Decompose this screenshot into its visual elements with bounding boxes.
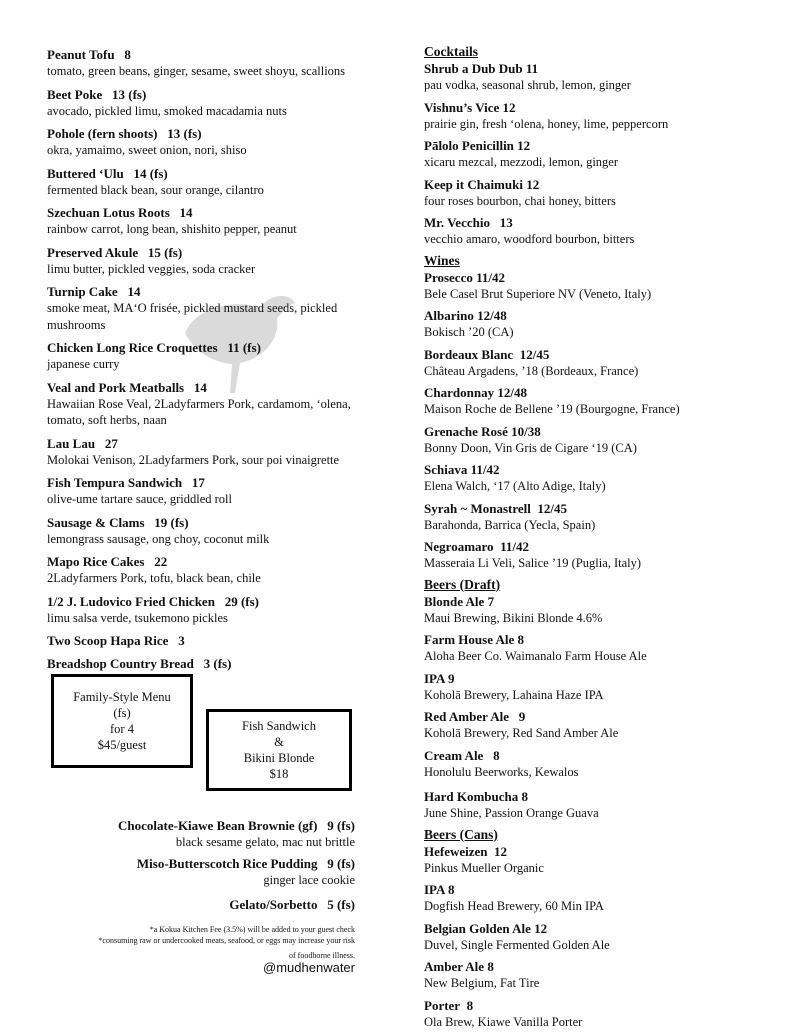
item-desc: four roses bourbon, chai honey, bitters — [424, 193, 616, 208]
box-line: for 4 — [110, 722, 134, 736]
item-price: 12/45 — [537, 500, 568, 516]
item-desc: japanese curry — [47, 357, 120, 371]
item-price: 9 (fs) — [327, 818, 355, 833]
item-desc: June Shine, Passion Orange Guava — [424, 806, 599, 820]
item-price: 11/42 — [500, 539, 529, 554]
food-menu — [47, 46, 377, 678]
menu-item — [47, 244, 377, 278]
menu-item — [47, 86, 377, 120]
box-line: Fish Sandwich — [242, 719, 316, 733]
item-name: Two Scoop Hapa Rice — [47, 633, 169, 648]
item-price: 12/45 — [519, 346, 550, 362]
item-desc: prairie gin, fresh ʻolena, honey, lime, peppercorn — [424, 116, 669, 131]
item-desc: xicaru mezcal, mezzodi, lemon, ginger — [424, 155, 619, 169]
item-desc: Elena Walch, ‘17 (Alto Adige, Italy) — [424, 479, 606, 493]
menu-item — [47, 283, 377, 333]
drink-item — [424, 708, 784, 742]
item-desc: limu salsa verde, tsukemono pickles — [47, 610, 228, 625]
menu-item — [47, 593, 377, 627]
menu-item — [47, 553, 377, 587]
item-price: 29 (fs) — [224, 593, 259, 609]
item-name: Veal and Pork Meatballs — [47, 379, 185, 395]
drink-item — [424, 307, 784, 341]
item-name: Blonde Ale — [424, 593, 485, 609]
item-desc: black sesame gelato, mac nut brittle — [175, 835, 355, 849]
drink-item — [424, 176, 784, 210]
item-name: Albarino — [424, 308, 474, 323]
item-desc: olive-ume tartare sauce, griddled roll — [47, 492, 232, 506]
drink-item — [424, 384, 784, 418]
item-desc: ginger lace cookie — [263, 872, 355, 887]
item-price: 14 (fs) — [133, 165, 168, 181]
item-price: 19 (fs) — [154, 514, 189, 530]
box-line: $18 — [269, 767, 289, 781]
item-name: Negroamaro — [424, 539, 494, 554]
item-desc: okra, yamaimo, sweet onion, nori, shiso — [47, 143, 247, 157]
item-name: Farm House Ale — [424, 632, 515, 647]
item-desc: lemongrass sausage, ong choy, coconut milk — [47, 531, 270, 546]
item-desc: Koholā Brewery, Red Sand Amber Ale — [424, 726, 619, 740]
item-price: 8 — [493, 747, 500, 763]
item-name: Keep it Chaimuki — [424, 176, 523, 192]
item-name: Schiava — [424, 462, 468, 477]
item-price: 12 — [526, 176, 540, 192]
item-desc: avocado, pickled limu, smoked macadamia nuts — [47, 103, 287, 118]
box-line: Family-Style Menu — [73, 690, 171, 704]
item-price: 8 — [124, 47, 131, 62]
item-desc: 2Ladyfarmers Pork, tofu, black bean, chile — [47, 571, 261, 585]
item-price: 14 — [179, 205, 193, 220]
item-name: Mapo Rice Cakes — [47, 554, 145, 569]
footnote-raw-cont: of foodborne illness. — [289, 951, 355, 960]
item-price: 15 (fs) — [147, 244, 183, 260]
item-name: 1/2 J. Ludovico Fried Chicken — [47, 593, 215, 609]
item-desc: Bokisch ’20 (CA) — [424, 325, 514, 339]
menu-item — [47, 514, 377, 548]
drink-item — [424, 137, 784, 171]
item-price: 12 — [494, 843, 508, 859]
section-title-beers-draft: Beers (Draft) — [424, 576, 501, 592]
item-desc: Maui Brewing, Bikini Blonde 4.6% — [424, 610, 603, 625]
item-price: 22 — [154, 554, 168, 569]
item-price: 11/42 — [476, 269, 506, 285]
item-name: Fish Tempura Sandwich — [47, 475, 183, 490]
dessert-item — [35, 896, 355, 913]
family-style-box — [51, 674, 193, 768]
item-name: Beet Poke — [47, 86, 103, 102]
item-price: 8 — [447, 882, 455, 897]
menu-item — [47, 46, 377, 80]
drink-item — [424, 881, 784, 915]
footnote-raw: *consuming raw or undercooked meats, seafood, or eggs may increase your risk — [98, 936, 355, 945]
item-desc: Koholā Brewery, Lahaina Haze IPA — [424, 687, 604, 702]
item-name: Gelato/Sorbetto — [229, 897, 318, 912]
item-desc: rainbow carrot, long bean, shishito pepper, peanut — [47, 222, 297, 236]
item-name: Turnip Cake — [47, 284, 118, 299]
item-desc: Bele Casel Brut Superiore NV (Veneto, Italy) — [424, 286, 652, 301]
dessert-menu — [35, 817, 355, 917]
item-name: Hefeweizen — [424, 843, 488, 859]
item-desc: Ola Brew, Kiawe Vanilla Porter — [424, 1014, 583, 1029]
item-desc: Aloha Beer Co. Waimanalo Farm House Ale — [424, 649, 647, 663]
drink-item — [424, 538, 784, 572]
item-name: Sausage & Clams — [47, 514, 145, 530]
item-name: Miso-Butterscotch Rice Pudding — [136, 855, 318, 871]
section-title-beers-cans: Beers (Cans) — [424, 826, 498, 842]
fish-sandwich-box — [206, 709, 352, 791]
item-desc: pau vodka, seasonal shrub, lemon, ginger — [424, 78, 631, 92]
item-name: Hard Kombucha — [424, 789, 519, 804]
section-title-cocktails: Cocktails — [424, 44, 478, 59]
item-price: 3 — [178, 633, 185, 648]
drink-item — [424, 920, 784, 954]
item-price: 9 (fs) — [327, 855, 355, 871]
item-desc: Pinkus Mueller Organic — [424, 860, 544, 875]
item-name: Buttered ʻUlu — [47, 165, 124, 181]
item-name: Porter — [424, 997, 461, 1013]
item-price: 11 (fs) — [227, 340, 261, 355]
drink-item — [424, 423, 784, 457]
item-name: Pālolo Penicillin — [424, 138, 514, 153]
item-price: 17 — [191, 475, 205, 490]
drink-item — [424, 843, 784, 877]
item-desc: Duvel, Single Fermented Golden Ale — [424, 937, 610, 952]
box-line: & — [274, 735, 284, 749]
item-desc: Masseraia Li Veli, Salice ’19 (Puglia, Italy) — [424, 556, 642, 570]
footnote-fee: *a Kokua Kitchen Fee (3.5%) will be added to your guest check — [149, 925, 355, 934]
menu-item — [47, 435, 377, 469]
menu-item — [47, 655, 377, 672]
drink-item — [424, 461, 784, 495]
item-price: 8 — [487, 959, 494, 974]
item-name: Preserved Akule — [47, 244, 139, 260]
item-desc: fermented black bean, sour orange, cilantro — [47, 182, 264, 197]
item-name: Chicken Long Rice Croquettes — [47, 340, 218, 355]
drink-item — [424, 997, 784, 1031]
item-price: 8 — [466, 997, 474, 1013]
item-price: 8 — [521, 789, 529, 804]
drink-item — [424, 500, 784, 534]
item-price: 13 (fs) — [167, 126, 202, 141]
item-desc: Bonny Doon, Vin Gris de Cigare ‘19 (CA) — [424, 440, 637, 455]
item-name: Lau Lau — [47, 435, 96, 451]
menu-item — [47, 474, 377, 508]
item-price: 9 — [518, 709, 526, 724]
item-price: 8 — [517, 632, 525, 647]
drink-item — [424, 593, 784, 627]
item-price: 9 — [447, 670, 455, 686]
menu-item — [47, 165, 377, 199]
item-name: Mr. Vecchio — [424, 215, 490, 230]
item-price: 12 — [517, 138, 531, 153]
box-line: (fs) — [113, 706, 131, 720]
item-price: 12 — [502, 99, 516, 115]
drink-item — [424, 747, 784, 781]
item-price: 14 — [193, 379, 207, 395]
menu-item — [47, 632, 377, 649]
item-desc: Honolulu Beerworks, Kewalos — [424, 764, 579, 779]
item-name: Vishnu’s Vice — [424, 99, 500, 115]
item-price: 13 — [499, 215, 513, 230]
item-price: 3 (fs) — [203, 656, 232, 671]
item-name: Pohole (fern shoots) — [47, 126, 158, 141]
box-line: $45/guest — [97, 738, 147, 752]
item-price: 11 — [525, 61, 539, 76]
menu-item — [47, 125, 377, 159]
item-name: IPA — [424, 670, 445, 686]
item-price: 12/48 — [497, 385, 527, 400]
item-name: Amber Ale — [424, 959, 485, 974]
dessert-item — [35, 855, 355, 889]
item-price: 7 — [487, 593, 495, 609]
box-line: Bikini Blonde — [243, 751, 315, 765]
footnotes — [15, 924, 355, 961]
drink-item — [424, 631, 784, 665]
drinks-menu — [424, 44, 784, 1035]
menu-item — [47, 339, 377, 373]
item-desc: Barahonda, Barrica (Yecla, Spain) — [424, 517, 596, 532]
item-desc: New Belgium, Fat Tire — [424, 976, 540, 990]
drink-item — [424, 60, 784, 94]
item-name: Syrah ~ Monastrell — [424, 500, 531, 516]
drink-item — [424, 99, 784, 133]
item-name: Grenache Rosé — [424, 423, 508, 439]
item-desc: Château Argadens, ’18 (Bordeaux, France) — [424, 363, 639, 378]
item-name: Breadshop Country Bread — [47, 656, 194, 671]
item-name: Prosecco — [424, 269, 473, 285]
item-desc: tomato, green beans, ginger, sesame, sweet shoyu, scallions — [47, 64, 346, 78]
menu-item — [47, 204, 377, 238]
drink-item — [424, 346, 784, 380]
item-price: 13 (fs) — [111, 86, 147, 102]
item-name: Chocolate-Kiawe Bean Brownie (gf) — [118, 818, 318, 833]
item-name: IPA — [424, 882, 445, 897]
item-desc: limu butter, pickled veggies, soda cracker — [47, 261, 256, 276]
item-name: Szechuan Lotus Roots — [47, 205, 170, 220]
item-name: Cream Ale — [424, 747, 484, 763]
drink-item — [424, 788, 784, 822]
item-price: 10/38 — [511, 423, 541, 439]
social-handle: @mudhenwater — [263, 960, 355, 975]
item-price: 14 — [127, 284, 141, 299]
item-desc: Molokai Venison, 2Ladyfarmers Pork, sour poi vinaigrette — [47, 452, 340, 467]
dessert-item — [35, 817, 355, 851]
item-name: Bordeaux Blanc — [424, 346, 514, 362]
item-price: 12/48 — [477, 308, 507, 323]
item-desc: Dogfish Head Brewery, 60 Min IPA — [424, 899, 604, 913]
menu-item — [47, 379, 377, 429]
item-name: Chardonnay — [424, 385, 495, 400]
item-price: 11/42 — [470, 462, 500, 477]
item-desc: Maison Roche de Bellene ’19 (Bourgogne, France) — [424, 402, 680, 416]
item-name: Red Amber Ale — [424, 709, 509, 724]
item-price: 12 — [534, 920, 548, 936]
item-desc: smoke meat, MAʻO frisée, pickled mustard seeds, pickled mushrooms — [47, 301, 338, 332]
item-name: Shrub a Dub Dub — [424, 61, 523, 76]
item-desc: Hawaiian Rose Veal, 2Ladyfarmers Pork, cardamom, ʻolena, tomato, soft herbs, naan — [47, 396, 351, 427]
item-desc: vecchio amaro, woodford bourbon, bitters — [424, 232, 635, 246]
drink-item — [424, 214, 784, 248]
drink-item — [424, 958, 784, 992]
section-title-wines: Wines — [424, 252, 460, 268]
item-name: Belgian Golden Ale — [424, 920, 531, 936]
item-name: Peanut Tofu — [47, 47, 115, 62]
drink-item — [424, 269, 784, 303]
item-price: 27 — [104, 435, 118, 451]
item-price: 5 (fs) — [327, 897, 355, 912]
drink-item — [424, 670, 784, 704]
